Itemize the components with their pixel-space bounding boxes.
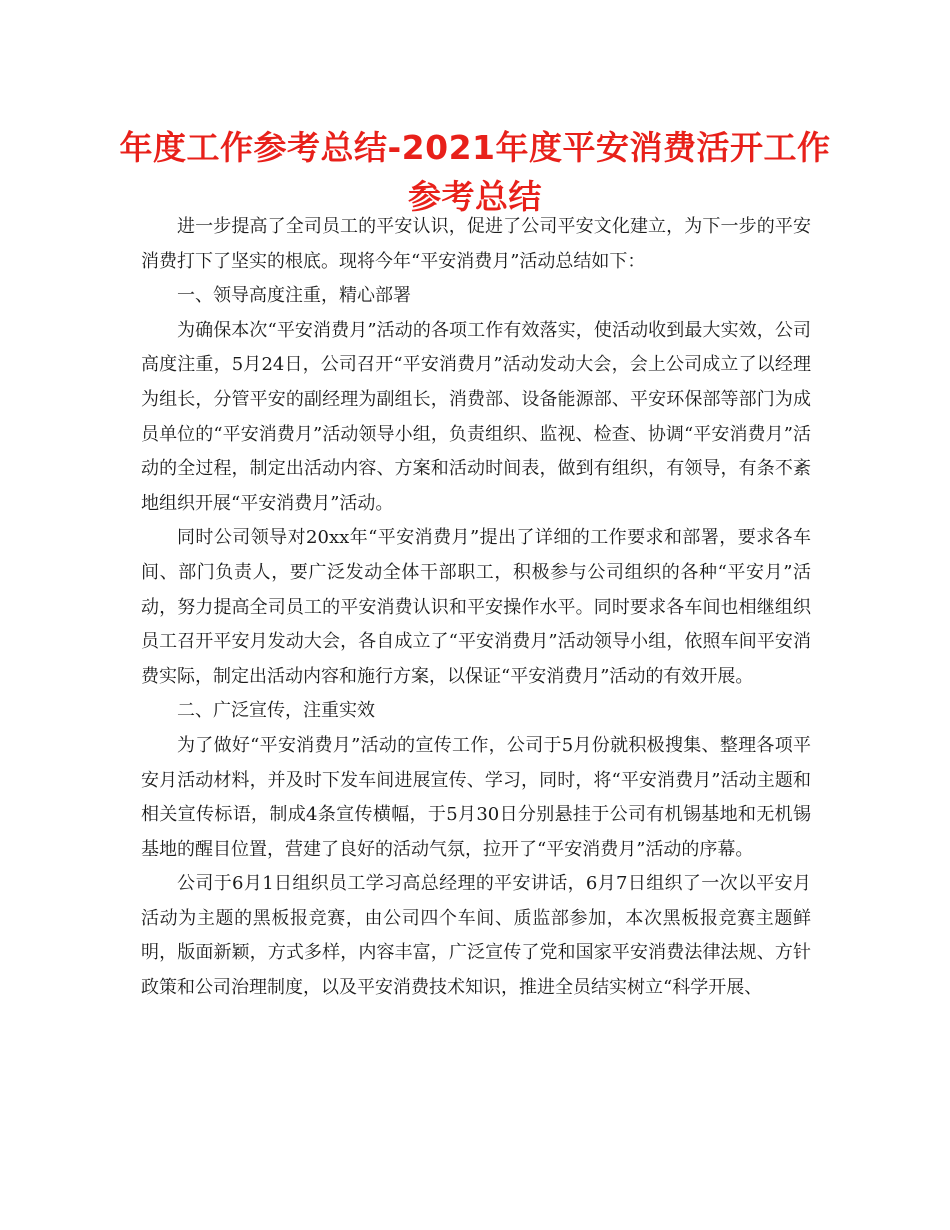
paragraph-intro: 进一步提高了全司员工的平安认识，促进了公司平安文化建立，为下一步的平安消费打下了坚实的根底。现将今年“平安消费月”活动总结如下： (141, 216, 811, 272)
document-title-line-1: 年度工作参考总结-2021年度平安消费活开工作 (119, 128, 831, 167)
paragraph-section-2-b: 公司于6月1日组织员工学习高总经理的平安讲话，6月7日组织了一次以平安月活动为主题的黑板报竞赛，由公司四个车间、质监部参加，本次黑板报竞赛主题鲜明，版面新颖，方式多样，内容丰富，广泛宣传了党和国家平安消费法律法规、方针政策和公司治理制度，以及平安消费技术知识，推进全员结实树立“科学开展、 (141, 873, 811, 999)
section-heading-2: 二、广泛宣传，注重实效 (177, 700, 375, 722)
paragraph-section-1-b: 同时公司领导对20xx年“平安消费月”提出了详细的工作要求和部署，要求各车间、部门负责人，要广泛发动全体干部职工，积极参与公司组织的各种“平安月”活动，努力提高全司员工的平安消费认识和平安操作水平。同时要求各车间也相继组织员工召开平安月发动大会，各自成立了“平安消费月”活动领导小组，依照车间平安消费实际，制定出活动内容和施行方案，以保证“平安消费月”活动的有效开展。 (141, 527, 811, 687)
paragraph-section-1-a: 为确保本次“平安消费月”活动的各项工作有效落实，使活动收到最大实效，公司高度注重，5月24日，公司召开“平安消费月”活动发动大会，会上公司成立了以经理为组长，分管平安的副经理为副组长，消费部、设备能源部、平安环保部等部门为成员单位的“平安消费月”活动领导小组，负责组织、监视、检查、协调“平安消费月”活动的全过程，制定出活动内容、方案和活动时间表，做到有组织，有领导，有条不紊地组织开展“平安消费月”活动。 (141, 319, 811, 514)
paragraph-section-2-a: 为了做好“平安消费月”活动的宣传工作，公司于5月份就积极搜集、整理各项平安月活动材料，并及时下发车间进展宣传、学习，同时，将“平安消费月”活动主题和相关宣传标语，制成4条宣传横幅，于5月30日分别悬挂于公司有机锡基地和无机锡基地的醒目位置，营建了良好的活动气氛，拉开了“平安消费月”活动的序幕。 (141, 734, 811, 860)
section-heading-1: 一、领导高度注重，精心部署 (177, 285, 411, 307)
document-body (141, 210, 811, 1006)
document-title-line-2: 参考总结 (408, 177, 542, 216)
